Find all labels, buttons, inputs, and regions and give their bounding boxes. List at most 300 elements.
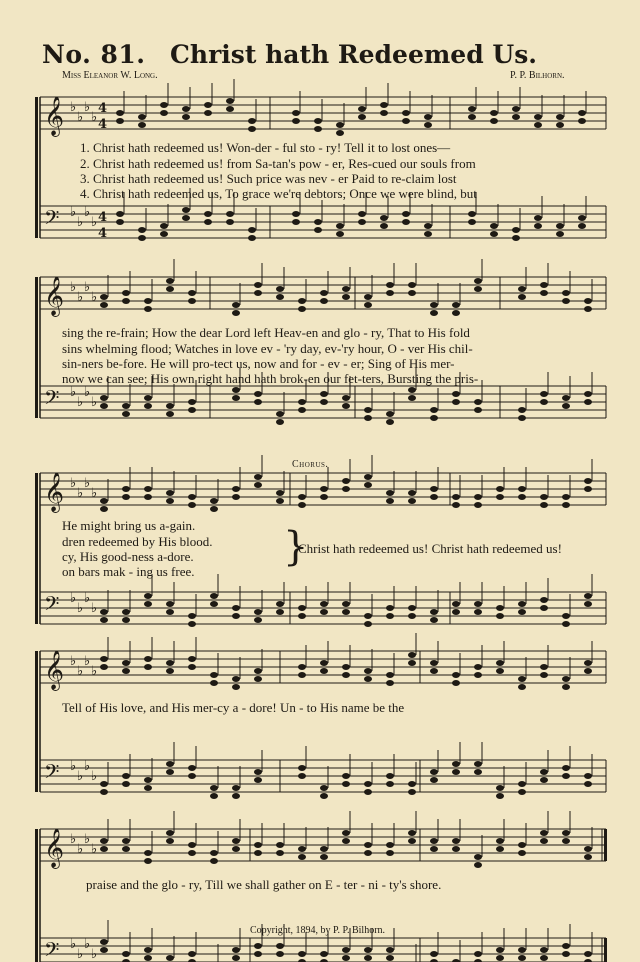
flat-sign: ♭ bbox=[77, 842, 84, 857]
flat-sign: ♭ bbox=[84, 937, 91, 952]
note-head bbox=[474, 672, 482, 678]
time-signature: 4 bbox=[98, 210, 108, 225]
note-head bbox=[518, 494, 526, 500]
note-head bbox=[518, 842, 526, 848]
note-head bbox=[534, 215, 542, 221]
note-head bbox=[496, 793, 504, 799]
note-head bbox=[578, 118, 586, 124]
note-head bbox=[314, 118, 322, 124]
note-head bbox=[562, 838, 570, 844]
note-head bbox=[490, 110, 498, 116]
note-head bbox=[144, 593, 152, 599]
system-4-lyric: Tell of His love, and His mer-cy a - dore! Un - to His name be the bbox=[62, 700, 405, 715]
note-head bbox=[342, 955, 350, 961]
note-head bbox=[144, 395, 152, 401]
note-head bbox=[298, 399, 306, 405]
note-head bbox=[534, 223, 542, 229]
flat-sign: ♭ bbox=[70, 385, 77, 400]
note-head bbox=[386, 498, 394, 504]
note-head bbox=[100, 947, 108, 953]
system-5-lyric: praise and the glo - ry, Till we shall gather on E - ter - ni - ty's shore. bbox=[86, 877, 442, 892]
note-head bbox=[402, 211, 410, 217]
note-head bbox=[336, 223, 344, 229]
note-head bbox=[430, 951, 438, 957]
note-head bbox=[138, 114, 146, 120]
note-head bbox=[144, 298, 152, 304]
note-head bbox=[254, 617, 262, 623]
note-head bbox=[562, 676, 570, 682]
note-head bbox=[232, 387, 240, 393]
note-head bbox=[320, 951, 328, 957]
note-head bbox=[320, 846, 328, 852]
note-head bbox=[122, 298, 130, 304]
note-head bbox=[232, 793, 240, 799]
note-head bbox=[474, 601, 482, 607]
note-head bbox=[578, 223, 586, 229]
note-head bbox=[474, 862, 482, 868]
note-head bbox=[408, 498, 416, 504]
system-bracket bbox=[35, 97, 38, 238]
note-head bbox=[144, 850, 152, 856]
note-head bbox=[320, 668, 328, 674]
flat-sign: ♭ bbox=[77, 110, 84, 125]
note-head bbox=[166, 490, 174, 496]
note-head bbox=[430, 302, 438, 308]
note-head bbox=[364, 955, 372, 961]
note-head bbox=[298, 605, 306, 611]
note-head bbox=[166, 601, 174, 607]
note-head bbox=[342, 773, 350, 779]
note-head bbox=[342, 486, 350, 492]
note-head bbox=[474, 951, 482, 957]
note-head bbox=[364, 668, 372, 674]
note-head bbox=[430, 609, 438, 615]
note-head bbox=[298, 298, 306, 304]
note-head bbox=[364, 302, 372, 308]
flat-sign: ♭ bbox=[70, 591, 77, 606]
note-head bbox=[232, 605, 240, 611]
note-head bbox=[144, 664, 152, 670]
note-head bbox=[100, 939, 108, 945]
note-head bbox=[408, 490, 416, 496]
note-head bbox=[380, 110, 388, 116]
note-head bbox=[298, 672, 306, 678]
note-head bbox=[512, 227, 520, 233]
note-head bbox=[468, 219, 476, 225]
note-head bbox=[232, 838, 240, 844]
system-1-lyric-verse-2: 2. Christ hath redeemed us! from Sa-tan's pow - er, Res-cued our souls from bbox=[80, 156, 476, 171]
note-head bbox=[188, 494, 196, 500]
note-head bbox=[518, 294, 526, 300]
note-head bbox=[496, 660, 504, 666]
note-head bbox=[122, 617, 130, 623]
note-head bbox=[430, 846, 438, 852]
note-head bbox=[122, 494, 130, 500]
bass-clef: 𝄢 bbox=[44, 386, 60, 414]
note-head bbox=[298, 306, 306, 312]
note-head bbox=[584, 306, 592, 312]
flat-sign: ♭ bbox=[91, 947, 98, 962]
note-head bbox=[584, 951, 592, 957]
note-head bbox=[562, 395, 570, 401]
note-head bbox=[188, 951, 196, 957]
note-head bbox=[182, 106, 190, 112]
note-head bbox=[188, 399, 196, 405]
note-head bbox=[144, 777, 152, 783]
note-head bbox=[122, 773, 130, 779]
note-head bbox=[518, 955, 526, 961]
note-head bbox=[188, 656, 196, 662]
note-head bbox=[144, 494, 152, 500]
copyright-notice: Copyright, 1894, by P. P. Bilhorn. bbox=[250, 925, 386, 936]
note-head bbox=[584, 854, 592, 860]
note-head bbox=[358, 211, 366, 217]
note-head bbox=[204, 110, 212, 116]
flat-sign: ♭ bbox=[91, 601, 98, 616]
note-head bbox=[254, 769, 262, 775]
note-head bbox=[496, 846, 504, 852]
note-head bbox=[540, 769, 548, 775]
note-head bbox=[254, 850, 262, 856]
note-head bbox=[232, 302, 240, 308]
note-head bbox=[188, 621, 196, 627]
note-head bbox=[336, 130, 344, 136]
note-head bbox=[182, 114, 190, 120]
note-head bbox=[512, 114, 520, 120]
note-head bbox=[380, 102, 388, 108]
flat-sign: ♭ bbox=[77, 601, 84, 616]
note-head bbox=[408, 290, 416, 296]
note-head bbox=[364, 474, 372, 480]
note-head bbox=[562, 830, 570, 836]
note-head bbox=[298, 664, 306, 670]
note-head bbox=[166, 498, 174, 504]
note-head bbox=[314, 219, 322, 225]
note-head bbox=[166, 769, 174, 775]
note-head bbox=[380, 215, 388, 221]
note-head bbox=[166, 609, 174, 615]
note-head bbox=[320, 298, 328, 304]
note-head bbox=[496, 668, 504, 674]
note-head bbox=[386, 613, 394, 619]
flat-sign: ♭ bbox=[84, 654, 91, 669]
system-2-lyric-verse-1: sing the re-frain; How the dear Lord left Heav-en and glo - ry, That to His fold bbox=[62, 325, 470, 340]
note-head bbox=[518, 684, 526, 690]
note-head bbox=[336, 231, 344, 237]
note-head bbox=[430, 668, 438, 674]
hymn-number: No. 81. bbox=[42, 40, 146, 69]
note-head bbox=[496, 785, 504, 791]
note-head bbox=[166, 660, 174, 666]
note-head bbox=[232, 947, 240, 953]
note-head bbox=[386, 490, 394, 496]
flat-sign: ♭ bbox=[77, 290, 84, 305]
note-head bbox=[210, 506, 218, 512]
note-head bbox=[248, 227, 256, 233]
note-head bbox=[144, 403, 152, 409]
system-3-lyric-verse-4: on bars mak - ing us free. bbox=[62, 564, 195, 579]
hymn-title: Christ hath Redeemed Us. bbox=[170, 40, 537, 69]
note-head bbox=[386, 781, 394, 787]
system-bracket bbox=[35, 277, 38, 418]
note-head bbox=[122, 668, 130, 674]
note-head bbox=[512, 235, 520, 241]
flat-sign: ♭ bbox=[70, 654, 77, 669]
note-head bbox=[320, 290, 328, 296]
note-head bbox=[298, 765, 306, 771]
note-head bbox=[556, 223, 564, 229]
note-head bbox=[584, 593, 592, 599]
note-head bbox=[298, 854, 306, 860]
note-head bbox=[320, 391, 328, 397]
note-head bbox=[474, 286, 482, 292]
note-head bbox=[254, 676, 262, 682]
note-head bbox=[276, 601, 284, 607]
note-head bbox=[534, 114, 542, 120]
note-head bbox=[474, 407, 482, 413]
final-bar-line bbox=[604, 829, 607, 861]
note-head bbox=[562, 684, 570, 690]
note-head bbox=[430, 415, 438, 421]
note-head bbox=[100, 609, 108, 615]
note-head bbox=[430, 407, 438, 413]
note-head bbox=[188, 664, 196, 670]
note-head bbox=[584, 399, 592, 405]
note-head bbox=[144, 785, 152, 791]
note-head bbox=[540, 830, 548, 836]
note-head bbox=[408, 789, 416, 795]
note-head bbox=[490, 231, 498, 237]
note-head bbox=[204, 102, 212, 108]
note-head bbox=[320, 793, 328, 799]
note-head bbox=[402, 110, 410, 116]
note-head bbox=[540, 947, 548, 953]
note-head bbox=[518, 676, 526, 682]
note-head bbox=[518, 850, 526, 856]
note-head bbox=[298, 773, 306, 779]
note-head bbox=[226, 211, 234, 217]
note-head bbox=[138, 122, 146, 128]
system-2-lyric-verse-2: sins whelming flood; Watches in love ev - 'ry day, ev-'ry hour, O - ver His chil- bbox=[62, 341, 473, 356]
note-head bbox=[320, 486, 328, 492]
note-head bbox=[342, 838, 350, 844]
composer-credit: P. P. Bilhorn. bbox=[510, 70, 565, 81]
note-head bbox=[584, 298, 592, 304]
note-head bbox=[122, 290, 130, 296]
note-head bbox=[380, 223, 388, 229]
note-head bbox=[386, 850, 394, 856]
note-head bbox=[276, 419, 284, 425]
note-head bbox=[452, 310, 460, 316]
treble-clef: 𝄞 bbox=[44, 828, 65, 868]
note-head bbox=[430, 838, 438, 844]
bass-clef: 𝄢 bbox=[44, 938, 60, 962]
note-head bbox=[386, 773, 394, 779]
note-head bbox=[408, 613, 416, 619]
note-head bbox=[342, 403, 350, 409]
note-head bbox=[364, 781, 372, 787]
flat-sign: ♭ bbox=[70, 937, 77, 952]
note-head bbox=[320, 785, 328, 791]
flat-sign: ♭ bbox=[70, 280, 77, 295]
note-head bbox=[232, 494, 240, 500]
flat-sign: ♭ bbox=[84, 280, 91, 295]
note-head bbox=[518, 609, 526, 615]
note-head bbox=[540, 838, 548, 844]
flat-sign: ♭ bbox=[77, 664, 84, 679]
note-head bbox=[364, 842, 372, 848]
note-head bbox=[424, 122, 432, 128]
note-head bbox=[424, 231, 432, 237]
note-head bbox=[430, 777, 438, 783]
note-head bbox=[276, 286, 284, 292]
note-head bbox=[358, 106, 366, 112]
note-head bbox=[452, 502, 460, 508]
system-3-lyric-verse-2: dren redeemed by His blood. bbox=[62, 534, 213, 549]
note-head bbox=[452, 391, 460, 397]
note-head bbox=[452, 302, 460, 308]
note-head bbox=[320, 494, 328, 500]
note-head bbox=[210, 680, 218, 686]
note-head bbox=[232, 395, 240, 401]
note-head bbox=[578, 215, 586, 221]
note-head bbox=[468, 106, 476, 112]
note-head bbox=[276, 842, 284, 848]
note-head bbox=[584, 668, 592, 674]
note-head bbox=[298, 613, 306, 619]
note-head bbox=[144, 601, 152, 607]
note-head bbox=[386, 947, 394, 953]
note-head bbox=[116, 110, 124, 116]
note-head bbox=[540, 502, 548, 508]
note-head bbox=[534, 122, 542, 128]
note-head bbox=[540, 399, 548, 405]
note-head bbox=[474, 278, 482, 284]
note-head bbox=[204, 211, 212, 217]
note-head bbox=[512, 106, 520, 112]
note-head bbox=[562, 613, 570, 619]
flat-sign: ♭ bbox=[77, 947, 84, 962]
note-head bbox=[342, 294, 350, 300]
flat-sign: ♭ bbox=[84, 100, 91, 115]
note-head bbox=[122, 609, 130, 615]
note-head bbox=[540, 955, 548, 961]
note-head bbox=[320, 660, 328, 666]
note-head bbox=[298, 846, 306, 852]
note-head bbox=[276, 609, 284, 615]
note-head bbox=[584, 660, 592, 666]
note-head bbox=[204, 219, 212, 225]
note-head bbox=[364, 621, 372, 627]
note-head bbox=[386, 411, 394, 417]
flat-sign: ♭ bbox=[70, 832, 77, 847]
note-head bbox=[226, 106, 234, 112]
note-head bbox=[408, 652, 416, 658]
note-head bbox=[122, 846, 130, 852]
note-head bbox=[122, 781, 130, 787]
note-head bbox=[188, 407, 196, 413]
note-head bbox=[210, 593, 218, 599]
note-head bbox=[298, 494, 306, 500]
note-head bbox=[452, 761, 460, 767]
note-head bbox=[144, 947, 152, 953]
note-head bbox=[232, 846, 240, 852]
flat-sign: ♭ bbox=[84, 832, 91, 847]
flat-sign: ♭ bbox=[70, 759, 77, 774]
note-head bbox=[298, 407, 306, 413]
note-head bbox=[166, 955, 174, 961]
note-head bbox=[254, 399, 262, 405]
note-head bbox=[276, 294, 284, 300]
note-head bbox=[578, 110, 586, 116]
note-head bbox=[342, 664, 350, 670]
note-head bbox=[562, 773, 570, 779]
treble-clef: 𝄞 bbox=[44, 276, 65, 316]
note-head bbox=[430, 310, 438, 316]
note-head bbox=[556, 231, 564, 237]
note-head bbox=[496, 838, 504, 844]
note-head bbox=[210, 858, 218, 864]
note-head bbox=[122, 838, 130, 844]
note-head bbox=[490, 118, 498, 124]
note-head bbox=[408, 830, 416, 836]
note-head bbox=[430, 494, 438, 500]
note-head bbox=[248, 235, 256, 241]
treble-clef: 𝄞 bbox=[44, 96, 65, 136]
note-head bbox=[276, 951, 284, 957]
treble-clef: 𝄞 bbox=[44, 472, 65, 512]
note-head bbox=[292, 118, 300, 124]
note-head bbox=[584, 773, 592, 779]
note-head bbox=[518, 601, 526, 607]
note-head bbox=[276, 943, 284, 949]
note-head bbox=[276, 411, 284, 417]
note-head bbox=[540, 777, 548, 783]
note-head bbox=[496, 955, 504, 961]
flat-sign: ♭ bbox=[84, 476, 91, 491]
note-head bbox=[314, 126, 322, 132]
time-signature: 4 bbox=[98, 117, 108, 132]
note-head bbox=[452, 601, 460, 607]
verse-brace: } bbox=[283, 524, 309, 570]
note-head bbox=[188, 765, 196, 771]
note-head bbox=[518, 781, 526, 787]
note-head bbox=[562, 502, 570, 508]
note-head bbox=[100, 403, 108, 409]
note-head bbox=[232, 486, 240, 492]
note-head bbox=[402, 219, 410, 225]
system-1-lyric-verse-4: 4. Christ hath redeemed us, To grace we're debtors; Once we were blind, but bbox=[80, 186, 477, 201]
note-head bbox=[562, 943, 570, 949]
note-head bbox=[122, 951, 130, 957]
note-head bbox=[562, 403, 570, 409]
flat-sign: ♭ bbox=[91, 842, 98, 857]
note-head bbox=[424, 223, 432, 229]
note-head bbox=[408, 605, 416, 611]
system-bracket bbox=[35, 651, 38, 792]
note-head bbox=[408, 395, 416, 401]
note-head bbox=[298, 951, 306, 957]
system-3-lyric-verse-1: He might bring us a-gain. bbox=[62, 518, 196, 533]
system-1-lyric-verse-3: 3. Christ hath redeemed us! Such price was nev - er Paid to re-claim lost bbox=[80, 171, 457, 186]
note-head bbox=[254, 290, 262, 296]
note-head bbox=[320, 601, 328, 607]
note-head bbox=[452, 846, 460, 852]
flat-sign: ♭ bbox=[70, 476, 77, 491]
note-head bbox=[386, 680, 394, 686]
note-head bbox=[518, 286, 526, 292]
flat-sign: ♭ bbox=[84, 759, 91, 774]
